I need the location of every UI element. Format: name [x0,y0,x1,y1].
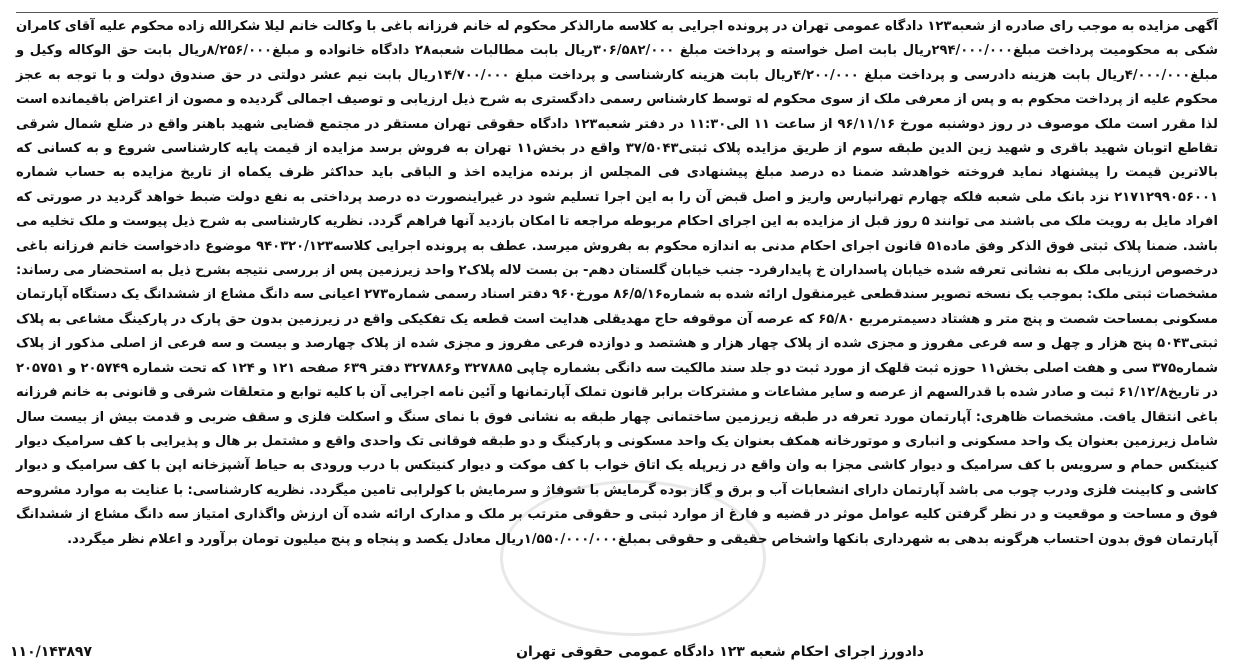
notice-footer [10,644,1224,666]
signature-line: دادورز اجرای احکام شعبه ۱۲۳ دادگاه عمومی حقوقی تهران [516,644,924,660]
notice-code: ۱۱۰/۱۴۳۸۹۷ [10,644,93,660]
top-border-strip [16,4,1218,13]
auction-notice [6,0,1228,672]
notice-body-text: آگهی مزایده به موجب رای صادره از شعبه۱۲۳ دادگاه عمومی تهران در پرونده اجرایی به کلاسه مارالذکر محکوم له خانم فرزانه باغی با وکالت خانم لیلا شکرالله زاده محکوم علیه آقای کامران شکی به محکومیت پرداخت مبلغ۲۹۴/۰۰۰/۰۰۰ریال بابت اصل خواسته و پرداخت مبلغ ۳۰۶/۵۸۲/۰۰۰ریال بابت مطالبات شعبه۲۸ دادگاه خانواده و مبلغ۸/۲۵۶/۰۰۰ریال بابت حق الوکاله وکیل و مبلغ۴/۰۰۰/۰۰۰ریال بابت هزینه دادرسی و پرداخت مبلغ ۴/۲۰۰/۰۰۰ریال بابت هزینه کارشناسی و پرداخت مبلغ ۱۴/۷۰۰/۰۰۰ریال بابت نیم عشر دولتی در حق صندوق دولت و با توجه به عجز محکوم علیه از پرداخت محکوم به و پس از معرفی ملک از سوی محکوم له توسط کارشناس رسمی دادگستری به شرح ذیل ارزیابی و توصیف اجمالی گردیده و مصون از اعتراض باقیمانده است لذا مقرر است ملک موصوف در روز دوشنبه مورخ ۹۶/۱۱/۱۶ از ساعت ۱۱ الی۱۱:۳۰ در دفتر شعبه۱۲۳ دادگاه حقوقی تهران مستقر در مجتمع قضایی شهید باهنر واقع در ضلع شمال شرقی تقاطع اتوبان شهید باقری و شهید زین الدین طبقه سوم از طریق مزایده پلاک ثبتی۳۷/۵۰۴۳ واقع در بخش۱۱ تهران به فروش برسد مزایده از قیمت پایه کارشناسی شروع و به کسانی که بالاترین قیمت را پیشنهاد نماید فروخته خواهدشد ضمنا ده درصد مبلغ پیشنهادی فی المجلس از برنده مزایده اخذ و الباقی باید حداکثر ظرف یکماه از تاریخ مزایده به حساب شماره ۲۱۷۱۲۹۹۰۵۶۰۰۱ نزد بانک ملی شعبه فلکه چهارم تهرانپارس واریز و اصل قبض آن را به این اجرا تسلیم شود در غیراینصورت ده درصد پرداختی به نفع دولت ضبط خواهد گردید در صورتی که افراد مایل به رویت ملک می باشند می توانند ۵ روز قبل از مزایده به این اجرای احکام مربوطه مراجعه تا امکان بازدید آنها فراهم گردد. نظریه کارشناسی به شرح ذیل پیوست و ملک تخلیه می باشد. ضمنا پلاک ثبتی فوق الذکر وفق ماده۵۱ قانون اجرای احکام مدنی به اندازه محکوم به بفروش میرسد. عطف به پرونده اجرایی کلاسه۹۴۰۳۲۰/۱۲۳ موضوع دادخواست خانم فرزانه باغی درخصوص ارزیابی ملک به نشانی تعرفه شده خیابان پاسداران خ پایدارفرد- جنب خیابان گلستان دهم- بن بست لاله پلاک۲ واحد زیرزمین پس از بررسی نتیجه بشرح ذیل به استحضار می رساند: مشخصات ثبتی ملک: بموجب یک نسخه تصویر سندقطعی غیرمنقول ارائه شده به شماره۸۶/۵/۱۶ مورخ۹۶۰ دفتر اسناد رسمی شماره۲۷۳ اعیانی سه دانگ مشاع از ششدانگ یک دستگاه آپارتمان مسکونی بمساحت شصت و پنج متر و هشتاد دسیمترمربع ۶۵/۸۰ که عرصه آن موقوفه حاج مهدیقلی هدایت است قطعه یک تفکیکی واقع در زیرزمین بدون حق پارک در پارکینگ مشاعی به پلاک ثبتی۵۰۴۳ پنج هزار و چهل و سه فرعی مفروز و مجزی شده از پلاک چهار هزار و هشتصد و دوازده فرعی مفروز و مجزی شده از پلاک چهارصد و بیست و سه فرعی از اصلی مذکور از پلاک شماره۳۷۵ سی و هفت اصلی بخش۱۱ حوزه ثبت قلهک از مورد ثبت دو جلد سند مالکیت سه دانگی بشماره چاپی ۳۲۷۸۸۵ و۳۲۷۸۸۶ دفتر ۶۳۹ صفحه ۱۲۱ و ۱۲۴ که تحت شماره ۲۰۵۷۴۹ و ۲۰۵۷۵۱ در تاریخ۶۱/۱۲/۸ ثبت و صادر شده با قدرالسهم از عرصه و سایر مشاعات و مشترکات برابر قانون تملک آپارتمانها و آئین نامه اجرایی آن با کلیه توابع و متعلقات شرقی و قانونی به خانم فرزانه باغی انتقال یافت. مشخصات ظاهری: آپارتمان مورد تعرفه در طبقه زیرزمین ساختمانی چهار طبقه به نشانی فوق با نمای سنگ و اسکلت فلزی و سقف ضربی و قدمت بیش از بیست سال شامل زیرزمین بعنوان یک واحد مسکونی و انباری و موتورخانه همکف بعنوان یک واحد مسکونی و پارکینگ و دو طبقه فوقانی تک واحدی واقع و مشتمل بر هال و پذیرایی با کف سرامیک دیوار کنیتکس حمام و سرویس با کف سرامیک و دیوار کاشی مجزا به وان واقع در زیرپله یک اتاق خواب با کف موکت و دیوار کنیتکس با درب ورودی به حیاط آشپزخانه اپن با کف سرامیک و دیوار کاشی و کابینت فلزی ودرب چوب می باشد آپارتمان دارای انشعابات آب و برق و گاز بوده گرمایش با شوفاژ و سرمایش با کولرابی تامین میگردد. نظریه کارشناسی: با عنایت به موارد مشروحه فوق و مساحت و موقعیت و در نظر گرفتن کلیه عوامل موثر در قضیه و فارغ از موارد ثبتی و حقوقی مترتب بر ملک و مدارک ارائه شده آن ارزش واگذاری امتیاز سه دانگ مشاع از ششدانگ آپارتمان فوق بدون احتساب هرگونه بدهی به شهرداری بانکها واشخاص حقیقی و حقوقی بمبلغ۱/۵۵۰/۰۰۰/۰۰۰ریال معادل یکصد و پنجاه و پنج میلیون تومان برآورد و اعلام نظر میگردد. [16,19,1219,547]
